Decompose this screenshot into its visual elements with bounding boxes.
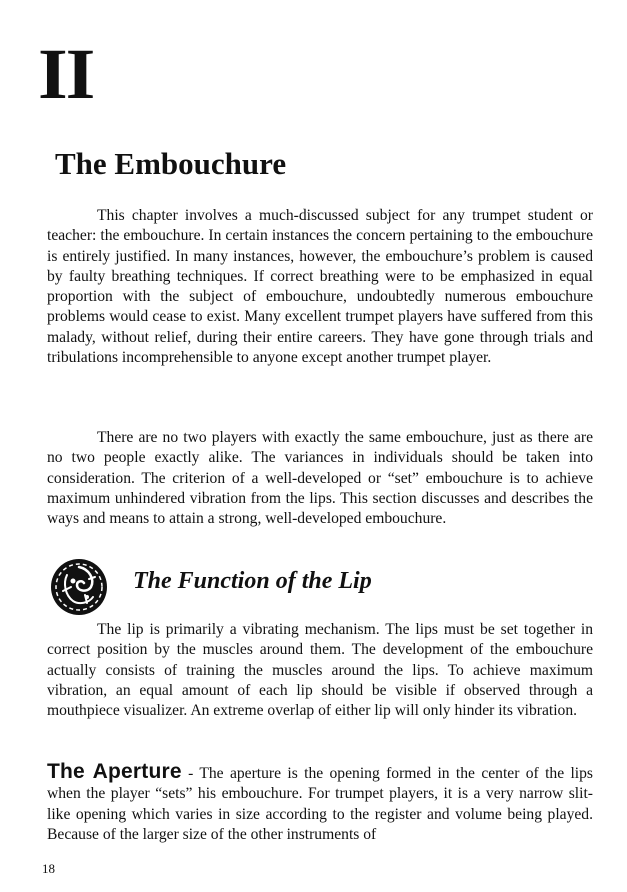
second-paragraph — [47, 428, 593, 529]
chapter-title: The Embouchure — [55, 146, 287, 181]
aperture-heading: The Aperture — [47, 760, 182, 783]
intro-paragraph — [47, 206, 593, 368]
section-title: The Function of the Lip — [133, 568, 372, 594]
chapter-number: II — [38, 34, 94, 114]
intro-paragraph-text: This chapter involves a much-discussed subject for any trumpet student or teacher: the embouchure. In certain instances the concern pertaining to the embouchure is entirely justified. In many instances, however, the embouchure’s problem is caused by faulty breathing techniques. If correct breathing were to be emphasized in equal proportion with the subject of embouchure, undoubtedly numerous embouchure problems would cease to exist. Many excellent trumpet players have suffered from this malady, without relief, during their entire careers. They have gone through trials and tribulations incomprehensible to anyone except another trumpet player. — [47, 207, 593, 367]
aperture-text: - The aperture is the opening formed in the center of the lips when the player “sets” his embouchure. For trumpet players, it is a very narrow slit-like opening which varies in size according to the register and volume being played. Because of the larger size of the other instruments of — [47, 765, 594, 843]
aperture-paragraph — [47, 762, 593, 845]
lip-function-text: The lip is primarily a vibrating mechanism. The lips must be set together in correct position by the muscles around them. The development of the embouchure actually consists of training the muscles around the lips. To achieve maximum vibration, an equal amount of each lip should be visible if observed through a mouthpiece visualizer. An extreme overlap of either lip will only hinder its vibration. — [47, 621, 593, 720]
ornamental-medallion-icon — [49, 557, 109, 617]
second-paragraph-text: There are no two players with exactly the same embouchure, just as there are no two people exactly alike. The variances in individuals should be taken into consideration. The criterion of a well-developed or “set” embouchure is to achieve maximum unhindered vibration from the lips. This section discusses and describes the ways and means to attain a strong, well-developed embouchure. — [47, 429, 593, 528]
page-number: 18 — [42, 861, 55, 876]
lip-function-paragraph — [47, 620, 593, 721]
